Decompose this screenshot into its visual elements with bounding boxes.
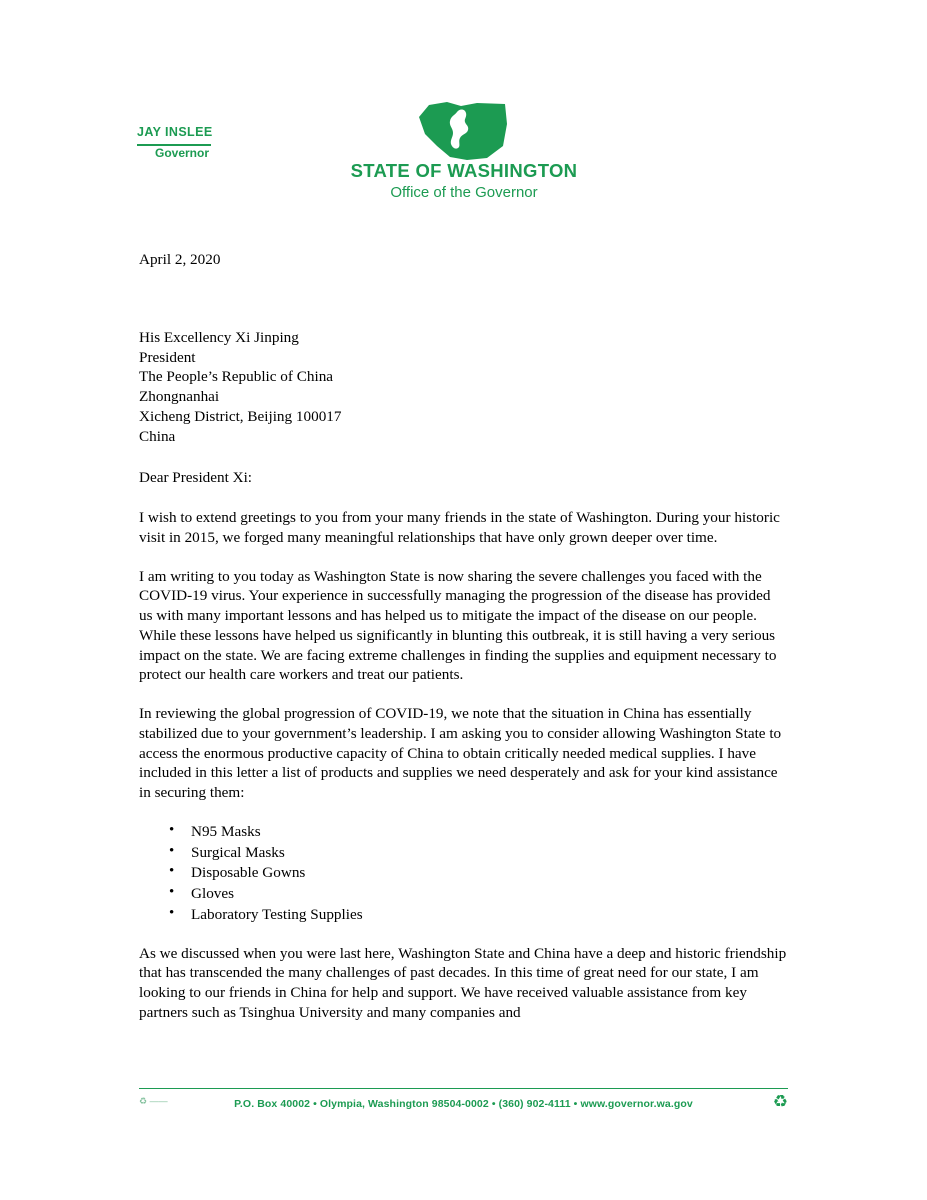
list-item: • N95 Masks [169,822,787,842]
footer-contact-text: P.O. Box 40002 • Olympia, Washington 98504-0002 • (360) 902-4111 • www.governor.wa.gov [234,1098,693,1110]
footer-divider [139,1088,788,1089]
governor-title: Governor [155,145,210,160]
address-line: Xicheng District, Beijing 100017 [139,407,342,425]
list-item: • Disposable Gowns [169,863,787,883]
salutation: Dear President Xi: [139,469,253,487]
recipient-address [139,328,787,447]
body-paragraph: I wish to extend greetings to you from your many friends in the state of Washington. During your historic visit in 2015, we forged many meaningful relationships that have only grown deeper over time. [139,509,780,546]
address-line: President [139,348,196,366]
governor-name: JAY INSLEE [137,125,213,139]
letter-body [139,250,787,1042]
address-line: Zhongnanhai [139,388,220,405]
seal-office-line: Office of the Governor [390,184,538,201]
seal-text-block [340,160,588,201]
body-paragraph: In reviewing the global progression of COVID-19, we note that the situation in China has essentially stabilized due to your government’s leadership. I am asking you to consider allowing Washington State to access the enormous productive capacity of China to obtain critically needed medical supplies. I have included in this letter a list of products and supplies we need desperately and ask for your kind assistance in securing them: [139,705,782,801]
list-item: • Laboratory Testing Supplies [169,905,787,925]
letter-date: April 2, 2020 [139,251,221,268]
address-line: The People’s Republic of China [139,368,334,386]
address-line: China [139,427,176,445]
page-footer [0,1088,927,1122]
recycle-icon: ♻ [772,1092,788,1111]
recycled-paper-icon: ♻ —— [139,1096,168,1106]
governor-identity-block [137,125,213,161]
washington-state-crest-icon [417,100,509,162]
supplies-list [139,822,787,925]
body-paragraph: I am writing to you today as Washington State is now sharing the severe challenges you faced with the COVID-19 virus. Your experience in successfully managing the progression of the disease has provided us with many important lessons and has helped us to mitigate the impact of the disease on our people. While these lessons have helped us significantly in blunting this outbreak, it is still having a very serious impact on the state. We are facing extreme challenges in finding the supplies and equipment necessary to protect our health care workers and treat our patients. [139,567,777,684]
address-line: His Excellency Xi Jinping [139,328,299,346]
list-item: • Surgical Masks [169,843,787,863]
seal-state-line: STATE OF WASHINGTON [350,160,578,181]
list-item: • Gloves [169,884,787,904]
letterhead [0,0,927,215]
body-paragraph: As we discussed when you were last here, Washington State and China have a deep and historic friendship that has transcended the many challenges of past decades. In this time of great need for our state, I am looking to our friends in China for help and support. We have received valuable assistance from key partners such as Tsinghua University and many companies and [139,944,787,1021]
